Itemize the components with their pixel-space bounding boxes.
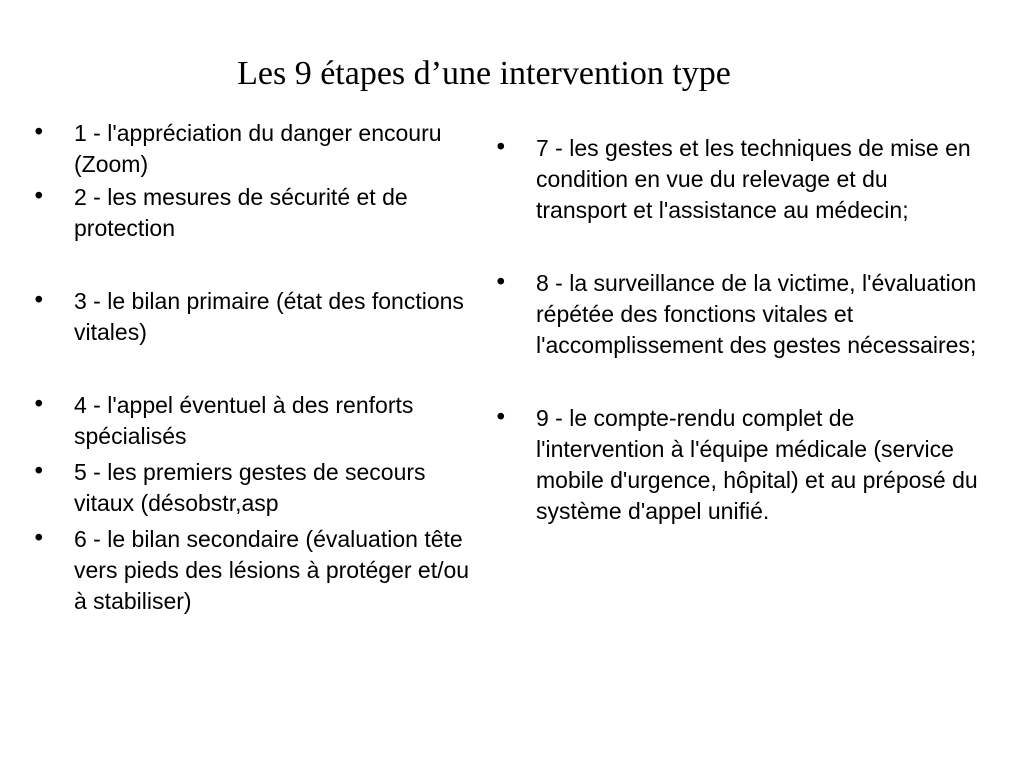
bullet-icon: • xyxy=(494,270,508,296)
bullet-icon: • xyxy=(32,120,46,146)
list-item-text: 3 - le bilan primaire (état des fonctions vitales) xyxy=(74,288,464,345)
bullet-icon: • xyxy=(494,135,508,161)
list-item xyxy=(494,403,980,527)
list-item-text: 2 - les mesures de sécurité et de protection xyxy=(74,184,408,241)
bullet-icon: • xyxy=(494,405,508,431)
list-item xyxy=(32,390,472,452)
bullet-icon: • xyxy=(32,184,46,210)
right-bullet-list xyxy=(494,133,980,527)
list-item xyxy=(32,118,472,180)
list-item-text: 8 - la surveillance de la victime, l'évaluation répétée des fonctions vitales et l'accomplissement des gestes nécessaires; xyxy=(536,270,977,358)
list-item-text: 7 - les gestes et les techniques de mise en condition en vue du relevage et du transport et l'assistance au médecin; xyxy=(536,135,971,223)
left-bullet-list xyxy=(32,118,472,617)
list-item xyxy=(32,286,472,348)
list-item-text: 1 - l'appréciation du danger encouru (Zoom) xyxy=(74,120,442,177)
list-item-text: 6 - le bilan secondaire (évaluation tête vers pieds des lésions à protéger et/ou à stabiliser) xyxy=(74,526,470,614)
list-item-text: 9 - le compte-rendu complet de l'intervention à l'équipe médicale (service mobile d'urgence, hôpital) et au préposé du système d'appel unifié. xyxy=(536,405,978,524)
slide-title: Les 9 étapes d’une intervention type xyxy=(237,55,731,92)
bullet-icon: • xyxy=(32,288,46,314)
bullet-icon: • xyxy=(32,526,46,552)
list-item xyxy=(32,524,472,617)
bullet-icon: • xyxy=(32,459,46,485)
list-item xyxy=(494,268,980,361)
bullet-icon: • xyxy=(32,392,46,418)
list-item-text: 4 - l'appel éventuel à des renforts spécialisés xyxy=(74,392,414,449)
list-item-text: 5 - les premiers gestes de secours vitaux (désobstr,asp xyxy=(74,459,426,516)
list-item xyxy=(32,457,472,519)
list-item xyxy=(32,182,472,244)
list-item xyxy=(494,133,980,226)
